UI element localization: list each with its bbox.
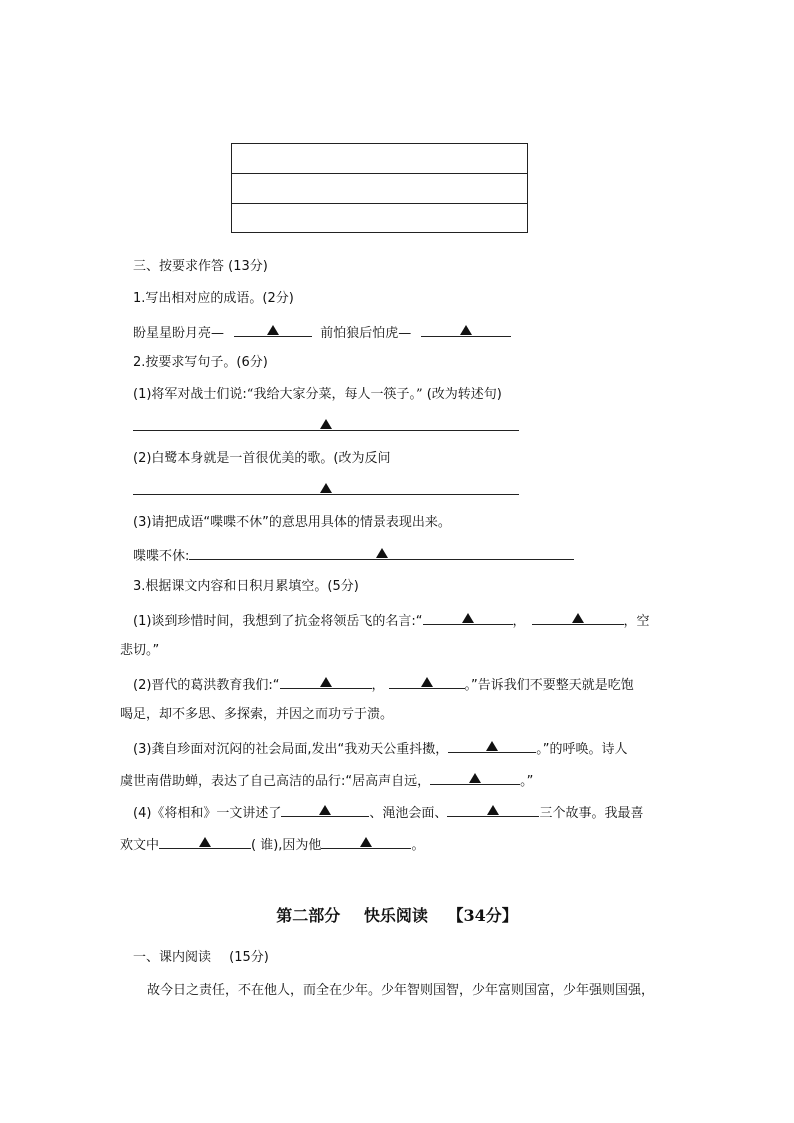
q2-part1-quote: “我给大家分菜，每人一筷子。” [246,387,423,402]
q3-item3-line2 [120,770,533,791]
table-row [232,144,527,174]
q1-blank-b[interactable] [421,322,511,337]
triangle-icon [487,805,499,815]
triangle-icon [462,613,474,623]
q3-item4-blank-b[interactable] [447,802,539,817]
q1-blank-a[interactable] [234,322,312,337]
answer-table [231,143,528,233]
q2-part3: (3)请把成语“喋喋不休”的意思用具体的情景表现出来。 [133,515,451,530]
reading-text: 故今日之责任，不在他人，而全在少年。少年智则国智，少年富则国富，少年强则国强， [147,983,655,998]
q3-item1-line2: 悲切。” [120,643,160,658]
triangle-icon [469,773,481,783]
triangle-icon [199,837,211,847]
q3-item2-blank-a[interactable] [280,674,372,689]
q3-item1-text: (1)谈到珍惜时间，我想到了抗金将领岳飞的名言:“ [133,614,423,629]
part2-title [0,903,794,926]
triangle-icon [421,677,433,687]
q3-item2-sep: ， [371,678,385,693]
triangle-icon [320,419,332,429]
q2-part2-answer [133,480,519,501]
q2-part3-answer [133,545,574,566]
table-row [232,174,527,204]
q3-item1-sep: ， [512,614,526,629]
section-3-title: 三、按要求作答 [133,259,225,274]
triangle-icon [486,741,498,751]
q3-item1 [133,610,650,631]
q3-item1-tail: ，空 [623,614,650,629]
q3-item3 [133,738,628,759]
q3-item4-line2 [120,834,424,855]
section-3-score: (13分) [228,259,268,274]
q3-item4-blank-d[interactable] [321,834,411,849]
q2-part1-pre: (1)将军对战士们说: [133,387,247,402]
reading-score: (15分) [229,950,269,965]
q2-part1-answer [133,416,519,437]
q3-item3-blank-a[interactable] [448,738,536,753]
q3-item3-text: (3)龚自珍面对沉闷的社会局面,发出“我劝天公重抖擞， [133,742,449,757]
q3-item1-blank-a[interactable] [423,610,513,625]
q3-item1-blank-b[interactable] [532,610,624,625]
q3-item3-line2-tail: 。” [520,774,534,789]
triangle-icon [360,837,372,847]
q3-item4 [133,802,643,823]
q1-item-b: 前怕狼后怕虎— [320,326,412,341]
q3-item3-blank-b[interactable] [430,770,520,785]
reading-title: 一、课内阅读 [133,950,212,965]
triangle-icon [320,483,332,493]
q3-item4-blank-a[interactable] [281,802,369,817]
q3-item2-blank-b[interactable] [389,674,465,689]
triangle-icon [267,325,279,335]
q3-item3-line2-text: 虞世南借助蝉，表达了自己高洁的品行:“居高声自远， [120,774,431,789]
q3-label: 3.根据课文内容和日积月累填空。(5分) [133,579,359,594]
q1-label: 1.写出相对应的成语。(2分) [133,291,294,306]
triangle-icon [319,805,331,815]
q3-item4-tail: 三个故事。我最喜 [539,806,644,821]
triangle-icon [376,548,388,558]
q3-item4-line2-text: 欢文中 [120,838,160,853]
triangle-icon [320,677,332,687]
answer-line[interactable] [133,480,519,495]
q2-part1 [133,386,502,404]
q3-item2-tail: 。”告诉我们不要整天就是吃饱 [464,678,634,693]
q3-item4-blank-c[interactable] [159,834,251,849]
answer-line[interactable] [189,545,574,560]
triangle-icon [572,613,584,623]
part2-score: 【34分】 [447,906,518,925]
q1-items [133,322,511,343]
q2-label: 2.按要求写句子。(6分) [133,355,268,370]
q3-item4-line2-mid: ( 谁),因为他 [251,838,322,853]
reading-heading [133,949,269,967]
q2-part2: (2)白鹭本身就是一首很优美的歌。(改为反问 [133,451,391,466]
q2-part1-post: (改为转述句) [426,387,502,402]
table-row [232,204,527,234]
answer-line[interactable] [133,416,519,431]
q3-item4-mid: 、渑池会面、 [369,806,448,821]
q2-part3-label: 喋喋不休: [133,549,190,564]
q3-item2-text: (2)晋代的葛洪教育我们:“ [133,678,280,693]
triangle-icon [460,325,472,335]
q3-item3-tail: 。”的呼唤。诗人 [536,742,628,757]
part2-title-main: 第二部分 [276,906,341,925]
q3-item4-line2-tail: 。 [411,838,425,853]
q3-item2 [133,674,634,695]
q3-item4-text: (4)《将相和》一文讲述了 [133,806,282,821]
q1-item-a: 盼星星盼月亮— [133,326,225,341]
part2-subtitle: 快乐阅读 [363,906,428,925]
section-3-heading [133,258,268,276]
q3-item2-line2: 喝足，却不多思、多探索，并因之而功亏于溃。 [120,707,394,722]
